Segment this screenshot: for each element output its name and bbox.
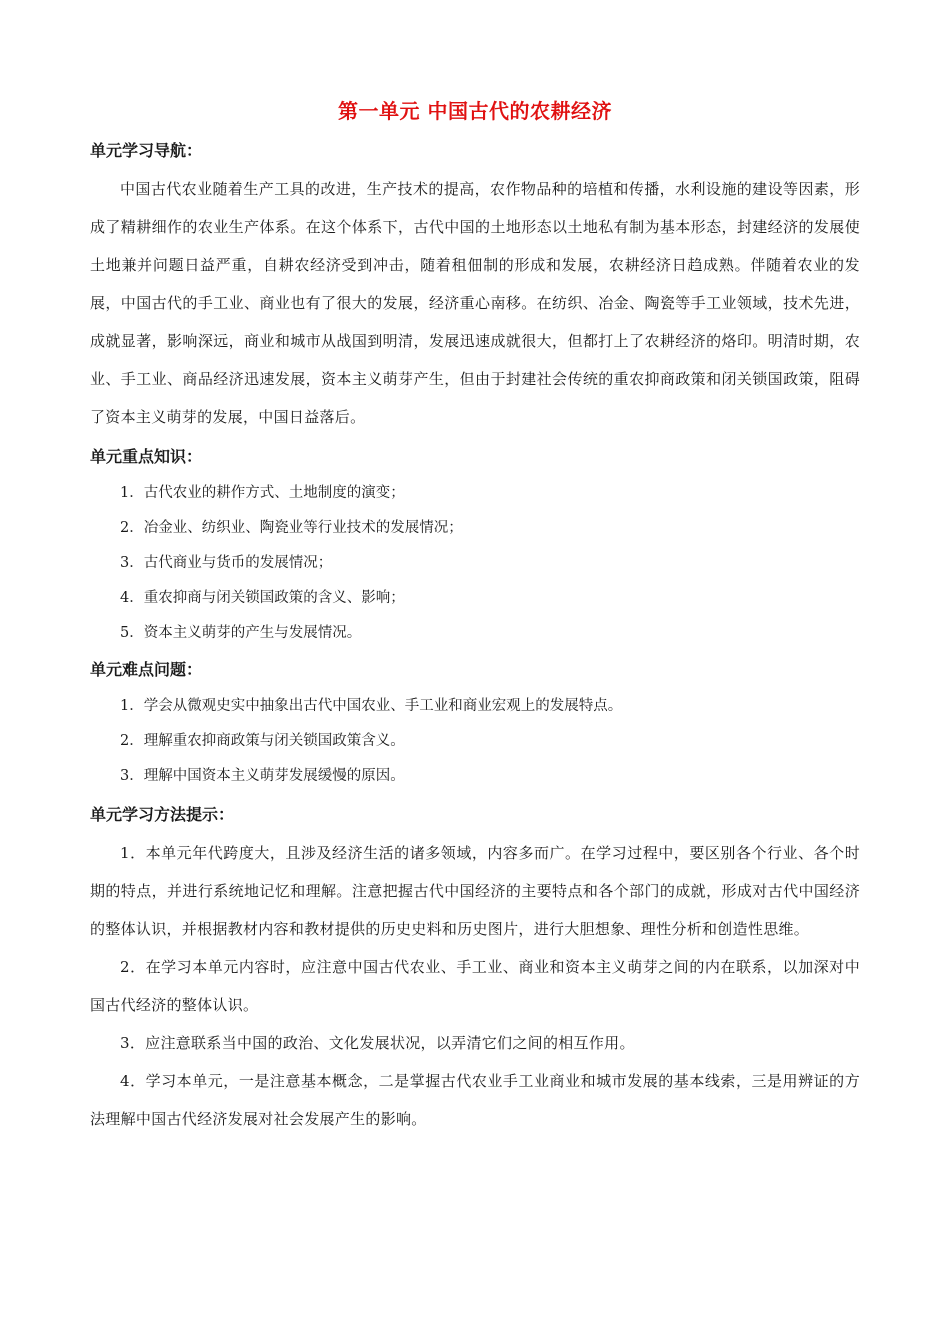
- navigation-paragraph: 中国古代农业随着生产工具的改进，生产技术的提高，农作物品种的培植和传播，水利设施的建设等因素，形成了精耕细作的农业生产体系。在这个体系下，古代中国的土地形态以土地私有制为基本形态，封建经济的发展使土地兼并问题日益严重，自耕农经济受到冲击，随着租佃制的形成和发展，农耕经济日趋成熟。伴随着农业的发展，中国古代的手工业、商业也有了很大的发展，经济重心南移。在纺织、冶金、陶瓷等手工业领域，技术先进，成就显著，影响深远，商业和城市从战国到明清，发展迅速成就很大，但都打上了农耕经济的烙印。明清时期，农业、手工业、商品经济迅速发展，资本主义萌芽产生，但由于封建社会传统的重农抑商政策和闭关锁国政策，阻碍了资本主义萌芽的发展，中国日益落后。: [90, 180, 860, 426]
- list-item: 5．资本主义萌芽的产生与发展情况。: [120, 625, 362, 641]
- section-heading-study-methods: 单元学习方法提示：: [90, 805, 235, 824]
- list-item: 4．重农抑商与闭关锁国政策的含义、影响；: [120, 590, 405, 606]
- page-title: 第一单元 中国古代的农耕经济: [338, 99, 612, 123]
- list-item: 3．古代商业与货币的发展情况；: [120, 555, 333, 571]
- section-key-points: [90, 444, 860, 651]
- list-item: 2．理解重农抑商政策与闭关锁国政策含义。: [120, 733, 405, 749]
- method-item: 3．应注意联系当中国的政治、文化发展状况，以弄清它们之间的相互作用。: [120, 1034, 635, 1052]
- method-item: 2．在学习本单元内容时，应注意中国古代农业、手工业、商业和资本主义萌芽之间的内在联系，以加深对中国古代经济的整体认识。: [90, 958, 860, 1014]
- method-item: 1．本单元年代跨度大，且涉及经济生活的诸多领域，内容多而广。在学习过程中，要区别各个行业、各个时期的特点，并进行系统地记忆和理解。注意把握古代中国经济的主要特点和各个部门的成就，形成对古代中国经济的整体认识，并根据教材内容和教材提供的历史史料和历史图片，进行大胆想象、理性分析和创造性思维。: [90, 844, 860, 938]
- section-difficult-points: [90, 657, 860, 794]
- section-heading-navigation: 单元学习导航：: [90, 141, 203, 160]
- list-item: 2．冶金业、纺织业、陶瓷业等行业技术的发展情况；: [120, 520, 463, 536]
- document-page: [90, 96, 860, 1138]
- section-navigation: [90, 138, 860, 436]
- list-item: 1．学会从微观史实中抽象出古代中国农业、手工业和商业宏观上的发展特点。: [120, 698, 623, 714]
- method-item: 4．学习本单元，一是注意基本概念，二是掌握古代农业手工业商业和城市发展的基本线索，三是用辨证的方法理解中国古代经济发展对社会发展产生的影响。: [90, 1072, 860, 1128]
- list-item: 1．古代农业的耕作方式、土地制度的演变；: [120, 485, 405, 501]
- section-study-methods: [90, 802, 860, 1138]
- section-heading-key-points: 单元重点知识：: [90, 447, 203, 466]
- list-item: 3．理解中国资本主义萌芽发展缓慢的原因。: [120, 768, 405, 784]
- section-heading-difficult-points: 单元难点问题：: [90, 660, 203, 679]
